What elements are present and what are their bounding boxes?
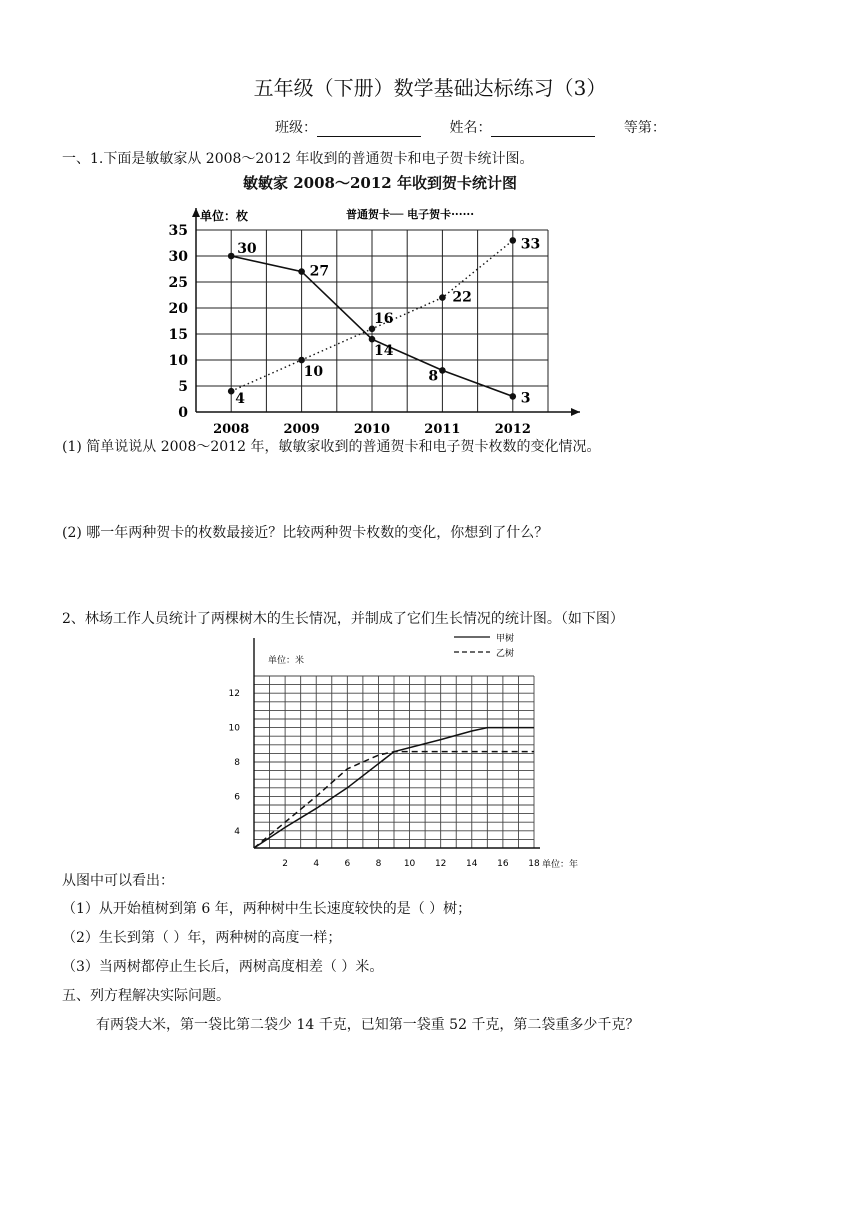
q1-intro: 一、1.下面是敏敏家从 2008～2012 年收到的普通贺卡和电子贺卡统计图。	[62, 151, 534, 167]
chart1-y-tick: 20	[168, 301, 188, 317]
chart1-x-tick: 2008	[213, 422, 250, 437]
chart1-series	[228, 236, 540, 407]
chart1-data-label: 8	[428, 368, 439, 385]
chart2-y-tick: 4	[234, 826, 240, 837]
chart2-y-unit: 单位：米	[268, 656, 305, 666]
chart1-title: 敏敏家 2008～2012 年收到贺卡统计图	[243, 174, 517, 192]
chart1-y-tick: 15	[168, 327, 188, 343]
chart1-data-label: 27	[309, 263, 330, 280]
q2-intro: 2、林场工作人员统计了两棵树木的生长情况，并制成了它们生长情况的统计图。（如下图）	[62, 611, 624, 627]
chart2-y-tick: 8	[234, 758, 240, 768]
class-blank[interactable]	[317, 122, 421, 137]
chart1-y-ticks	[169, 223, 189, 421]
chart1-point	[439, 367, 446, 374]
chart1-x-ticks	[213, 422, 531, 437]
chart1-unit-label: 单位：枚	[200, 209, 249, 223]
chart1-point	[228, 253, 235, 260]
chart2-y-tick: 12	[228, 689, 240, 700]
chart1-y-tick: 5	[178, 379, 188, 395]
chart1-point	[369, 336, 376, 343]
chart1-y-tick: 0	[178, 405, 188, 421]
chart2-x-unit: 单位：年	[542, 860, 579, 870]
chart1-data-label: 30	[237, 241, 257, 257]
q2-item2: （2）生长到第（ ）年，两种树的高度一样；	[62, 930, 342, 946]
chart2-x-tick: 8	[375, 859, 382, 869]
chart1-grid	[196, 230, 548, 412]
chart1-data-label: 22	[452, 289, 472, 306]
chart1-point	[298, 268, 305, 275]
chart1-x-tick: 2011	[424, 422, 461, 437]
chart2-grid	[254, 676, 534, 848]
chart1-x-arrow	[571, 408, 580, 416]
name-blank[interactable]	[491, 122, 595, 137]
chart2-x-tick: 14	[466, 859, 478, 869]
q1-sub1: (1) 简单说说从 2008～2012 年，敏敏家收到的普通贺卡和电子贺卡枚数的变化情况。	[62, 439, 601, 455]
chart1-point	[228, 388, 235, 395]
chart1-y-tick: 30	[168, 249, 188, 265]
chart1-point	[510, 237, 517, 244]
chart1-x-tick: 2010	[353, 422, 391, 437]
q2-from-chart: 从图中可以看出：	[62, 873, 174, 889]
chart2-axes	[254, 638, 540, 848]
legend-label-yi: 乙树	[496, 649, 515, 659]
q5-heading: 五、列方程解决实际问题。	[62, 988, 230, 1004]
chart1-x-tick: 2009	[283, 422, 320, 437]
student-info	[275, 117, 666, 137]
name-label: 姓名：	[449, 120, 492, 136]
q5-problem: 有两袋大米，第一袋比第二袋少 14 千克，已知第一袋重 52 千克，第二袋重多少千克？	[96, 1017, 640, 1033]
chart1-greeting-cards	[160, 196, 600, 440]
q2-item1: （1）从开始植树到第 6 年，两种树中生长速度较快的是（ ）树；	[62, 901, 472, 917]
chart1-point	[298, 357, 305, 364]
chart1-y-tick: 35	[168, 223, 188, 239]
class-label: 班级：	[275, 120, 317, 136]
chart2-x-tick: 12	[434, 859, 447, 869]
chart1-y-arrow	[192, 208, 200, 217]
chart1-data-label: 14	[374, 343, 394, 360]
chart1-legend: 普通贺卡── 电子贺卡······	[346, 208, 475, 221]
chart1-data-label: 33	[520, 236, 541, 253]
legend-label-jia: 甲树	[496, 634, 515, 644]
chart2-x-tick: 10	[403, 859, 416, 869]
chart1-y-tick: 25	[168, 275, 188, 291]
chart2-x-tick: 6	[344, 859, 351, 869]
chart2-y-tick: 6	[234, 792, 240, 803]
grade-label: 等第：	[623, 120, 666, 136]
page-title: 五年级（下册）数学基础达标练习（3）	[253, 76, 607, 100]
chart2-x-tick: 16	[497, 859, 509, 869]
chart2-x-tick: 2	[282, 859, 288, 869]
chart1-data-label: 16	[374, 310, 394, 327]
chart2-x-tick: 4	[313, 859, 320, 869]
q2-item3: （3）当两树都停止生长后，两树高度相差（ ）米。	[62, 959, 384, 975]
chart1-point	[439, 294, 446, 301]
chart1-data-label: 10	[303, 364, 324, 380]
chart2-x-tick: 18	[528, 859, 540, 869]
chart2-tree-growth	[228, 630, 598, 870]
chart1-y-tick: 10	[168, 353, 188, 369]
chart2-y-tick: 10	[228, 723, 240, 734]
chart1-x-tick: 2012	[494, 422, 531, 437]
chart1-data-label: 4	[235, 391, 245, 408]
chart1-data-label: 3	[520, 390, 531, 407]
q1-sub2: (2) 哪一年两种贺卡的枚数最接近？比较两种贺卡枚数的变化，你想到了什么？	[62, 525, 549, 541]
chart1-point	[510, 393, 517, 400]
